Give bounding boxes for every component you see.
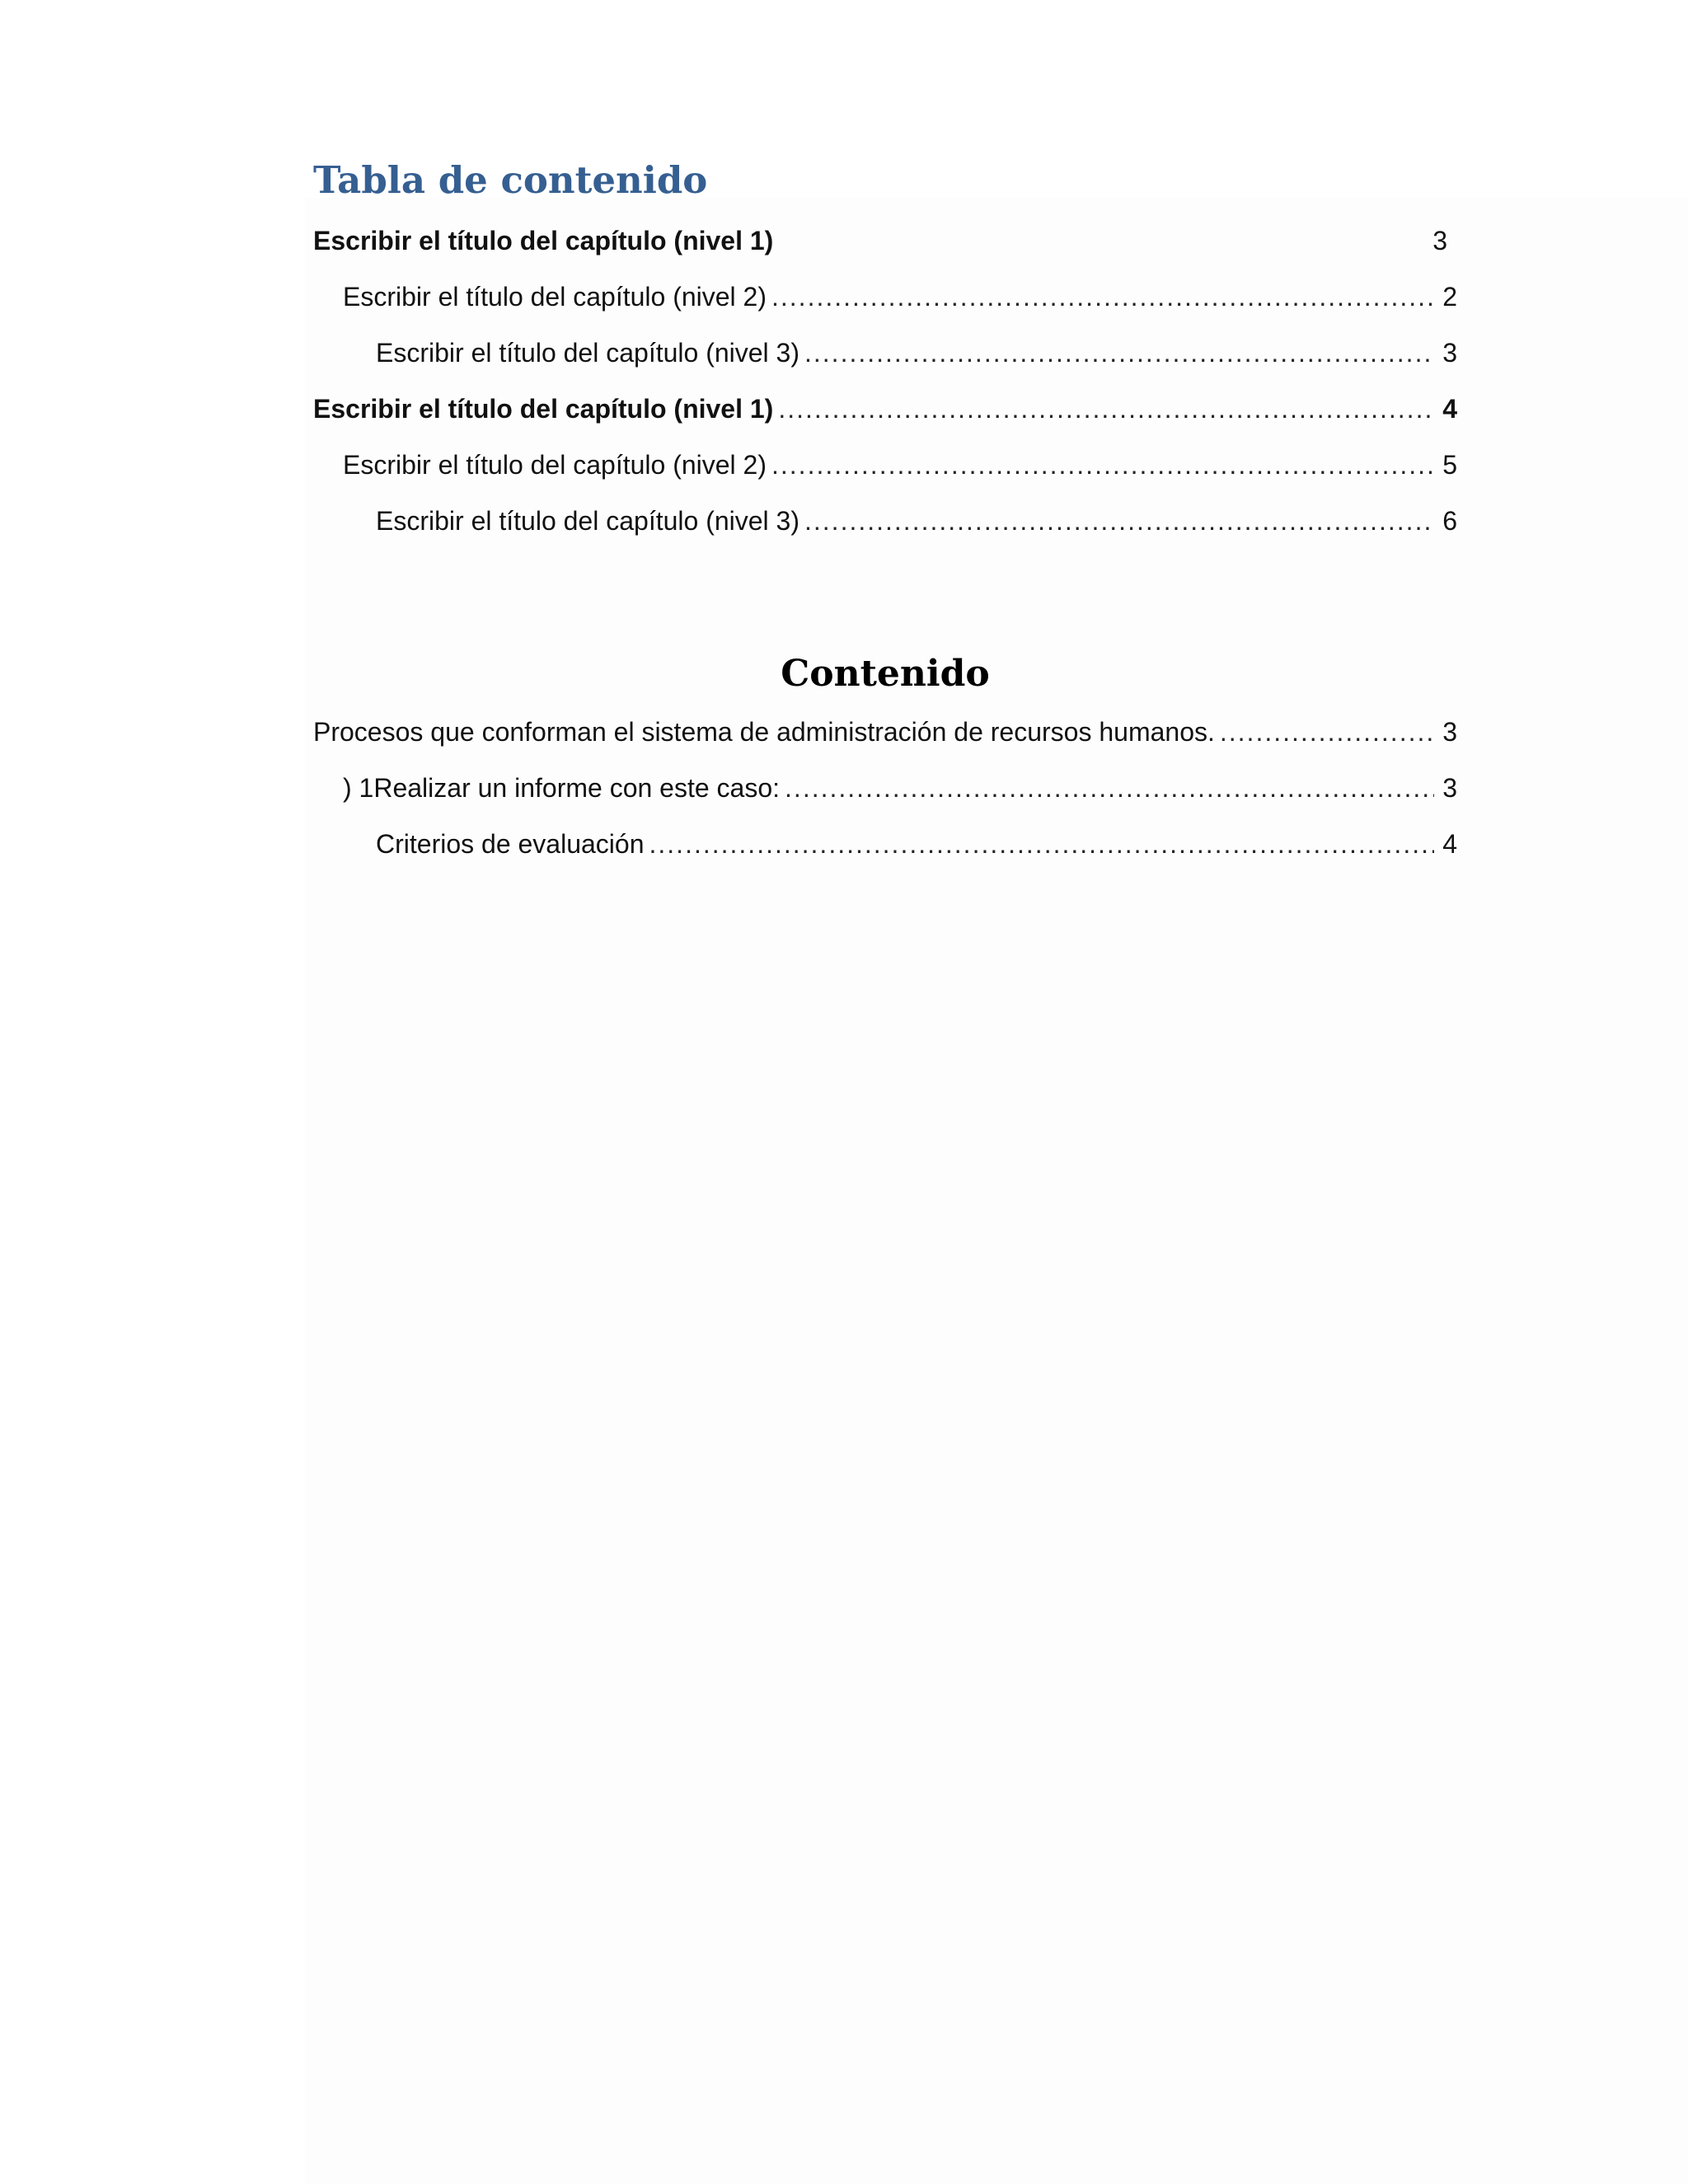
toc-entry-leader (771, 269, 1434, 325)
toc-entry-leader (649, 816, 1435, 872)
toc-entry-leader (804, 325, 1434, 381)
toc-entry[interactable] (313, 704, 1457, 760)
toc-entry[interactable] (313, 816, 1457, 872)
toc-entry-page: 3 (1442, 338, 1457, 368)
toc-entry-title: Escribir el título del capítulo (nivel 2) (343, 282, 767, 312)
toc-entry-leader (778, 381, 1434, 437)
table-of-contents-secondary (313, 653, 1457, 872)
toc-entry-title: Escribir el título del capítulo (nivel 1) (313, 226, 774, 255)
toc-entry[interactable] (313, 493, 1457, 549)
toc-entry-page: 2 (1442, 282, 1457, 312)
toc-entry-title: Procesos que conforman el sistema de administración de recursos humanos. (313, 717, 1215, 747)
toc-entry-title: Escribir el título del capítulo (nivel 3) (376, 506, 799, 536)
toc-entry-page: 4 (1442, 394, 1457, 424)
toc-entry-page: 3 (1442, 717, 1457, 747)
toc-entry-title: Escribir el título del capítulo (nivel 3) (376, 338, 799, 368)
table-of-contents-primary (313, 158, 1457, 549)
toc-entry-title: ) 1Realizar un informe con este caso: (343, 773, 781, 803)
toc-entry[interactable] (313, 213, 1457, 269)
toc-entry[interactable] (313, 325, 1457, 381)
toc-entry-page: 3 (1442, 773, 1457, 803)
toc-entry-page: 6 (1442, 506, 1457, 536)
toc-entry-leader (785, 760, 1434, 816)
toc-entry-title: Escribir el título del capítulo (nivel 1) (313, 394, 774, 424)
toc-entry-leader (771, 437, 1434, 493)
toc-entry[interactable] (313, 381, 1457, 437)
toc-entry[interactable] (313, 760, 1457, 816)
toc-entry-page: 3 (1432, 226, 1447, 255)
toc-entry-title: Escribir el título del capítulo (nivel 2) (343, 450, 767, 480)
toc-entry-title: Criterios de evaluación (376, 829, 645, 859)
toc-entry-page: 5 (1442, 450, 1457, 480)
contents-heading: Contenido (781, 653, 990, 695)
toc-entry[interactable] (313, 269, 1457, 325)
toc-entry-leader (1220, 704, 1434, 760)
toc-entry[interactable] (313, 437, 1457, 493)
toc-entry-page: 4 (1442, 829, 1457, 859)
toc-entry-leader (804, 493, 1434, 549)
toc-heading: Tabla de contenido (313, 158, 708, 202)
